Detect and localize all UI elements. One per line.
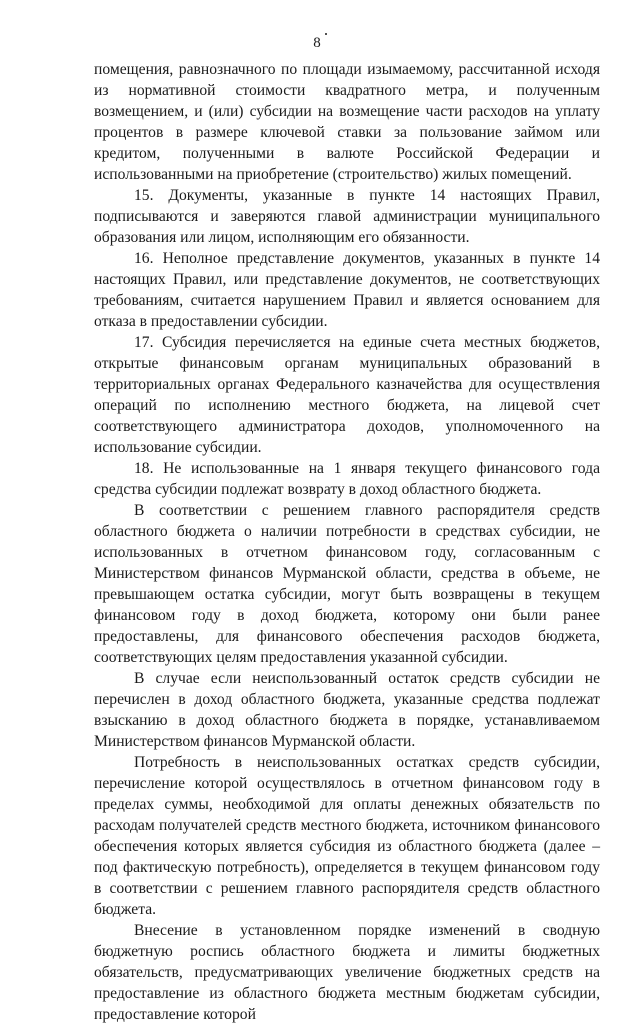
document-body xyxy=(94,59,600,1025)
paragraph-continuation: помещения, равнозначного по площади изымаемому, рассчитанной исходя из нормативной стоимости квадратного метра, и полученным возмещением, и (или) субсидии на возмещение части расходов на уплату процентов в размере ключевой ставки за пользование займом или кредитом, полученными в валюте Российской Федерации и использованными на приобретение (строительство) жилых помещений. xyxy=(94,61,600,183)
paragraph-return-decision: В соответствии с решением главного распорядителя средств областного бюджета о наличии потребности в средствах субсидии, не использованных в отчетном финансовом году, согласованным с Министерством финансов Мурманской области, средства в объеме, не превышающем остатка субсидии, могут быть возвращены в текущем финансовом году в доход бюджета, которому они были ранее предоставлены, для финансового обеспечения расходов бюджета, соответствующих целям предоставления указанной субсидии. xyxy=(94,502,600,666)
page-number xyxy=(0,34,640,52)
paragraph-actual-need: Потребность в неиспользованных остатках средств субсидии, перечисление которой осуществлялось в отчетном финансовом году в пределах суммы, необходимой для оплаты денежных обязательств по расходам получателей средств местного бюджета, источником финансового обеспечения которых является субсидия из областного бюджета (далее – под фактическую потребность), определяется в текущем финансовом году в соответствии с решением главного распорядителя средств областного бюджета. xyxy=(94,754,600,918)
paragraph-item-18: 18. Не использованные на 1 января текущего финансового года средства субсидии подлежат возврату в доход областного бюджета. xyxy=(94,460,600,498)
page-number-text: 8 xyxy=(313,35,321,51)
paragraph-item-17: 17. Субсидия перечисляется на единые счета местных бюджетов, открытые финансовым органам муниципальных образований в территориальных органах Федерального казначейства для осуществления операций по исполнению местного бюджета, на лицевой счет соответствующего администратора доходов, уполномоченного на использование субсидии. xyxy=(94,334,600,456)
paragraph-item-16: 16. Неполное представление документов, указанных в пункте 14 настоящих Правил, или представление документов, не соответствующих требованиям, считается нарушением Правил и является основанием для отказа в предоставлении субсидии. xyxy=(94,250,600,330)
scan-speck xyxy=(325,33,327,35)
paragraph-item-15: 15. Документы, указанные в пункте 14 настоящих Правил, подписываются и заверяются главой администрации муниципального образования или лицом, исполняющим его обязанности. xyxy=(94,187,600,246)
paragraph-recovery: В случае если неиспользованный остаток средств субсидии не перечислен в доход областного бюджета, указанные средства подлежат взысканию в доход областного бюджета в порядке, устанавливаемом Министерством финансов Мурманской области. xyxy=(94,670,600,750)
paragraph-budget-changes: Внесение в установленном порядке изменений в сводную бюджетную роспись областного бюджета и лимиты бюджетных обязательств, предусматривающих увеличение бюджетных средств на предоставление из областного бюджета местным бюджетам субсидии, предоставление которой xyxy=(94,922,600,1023)
